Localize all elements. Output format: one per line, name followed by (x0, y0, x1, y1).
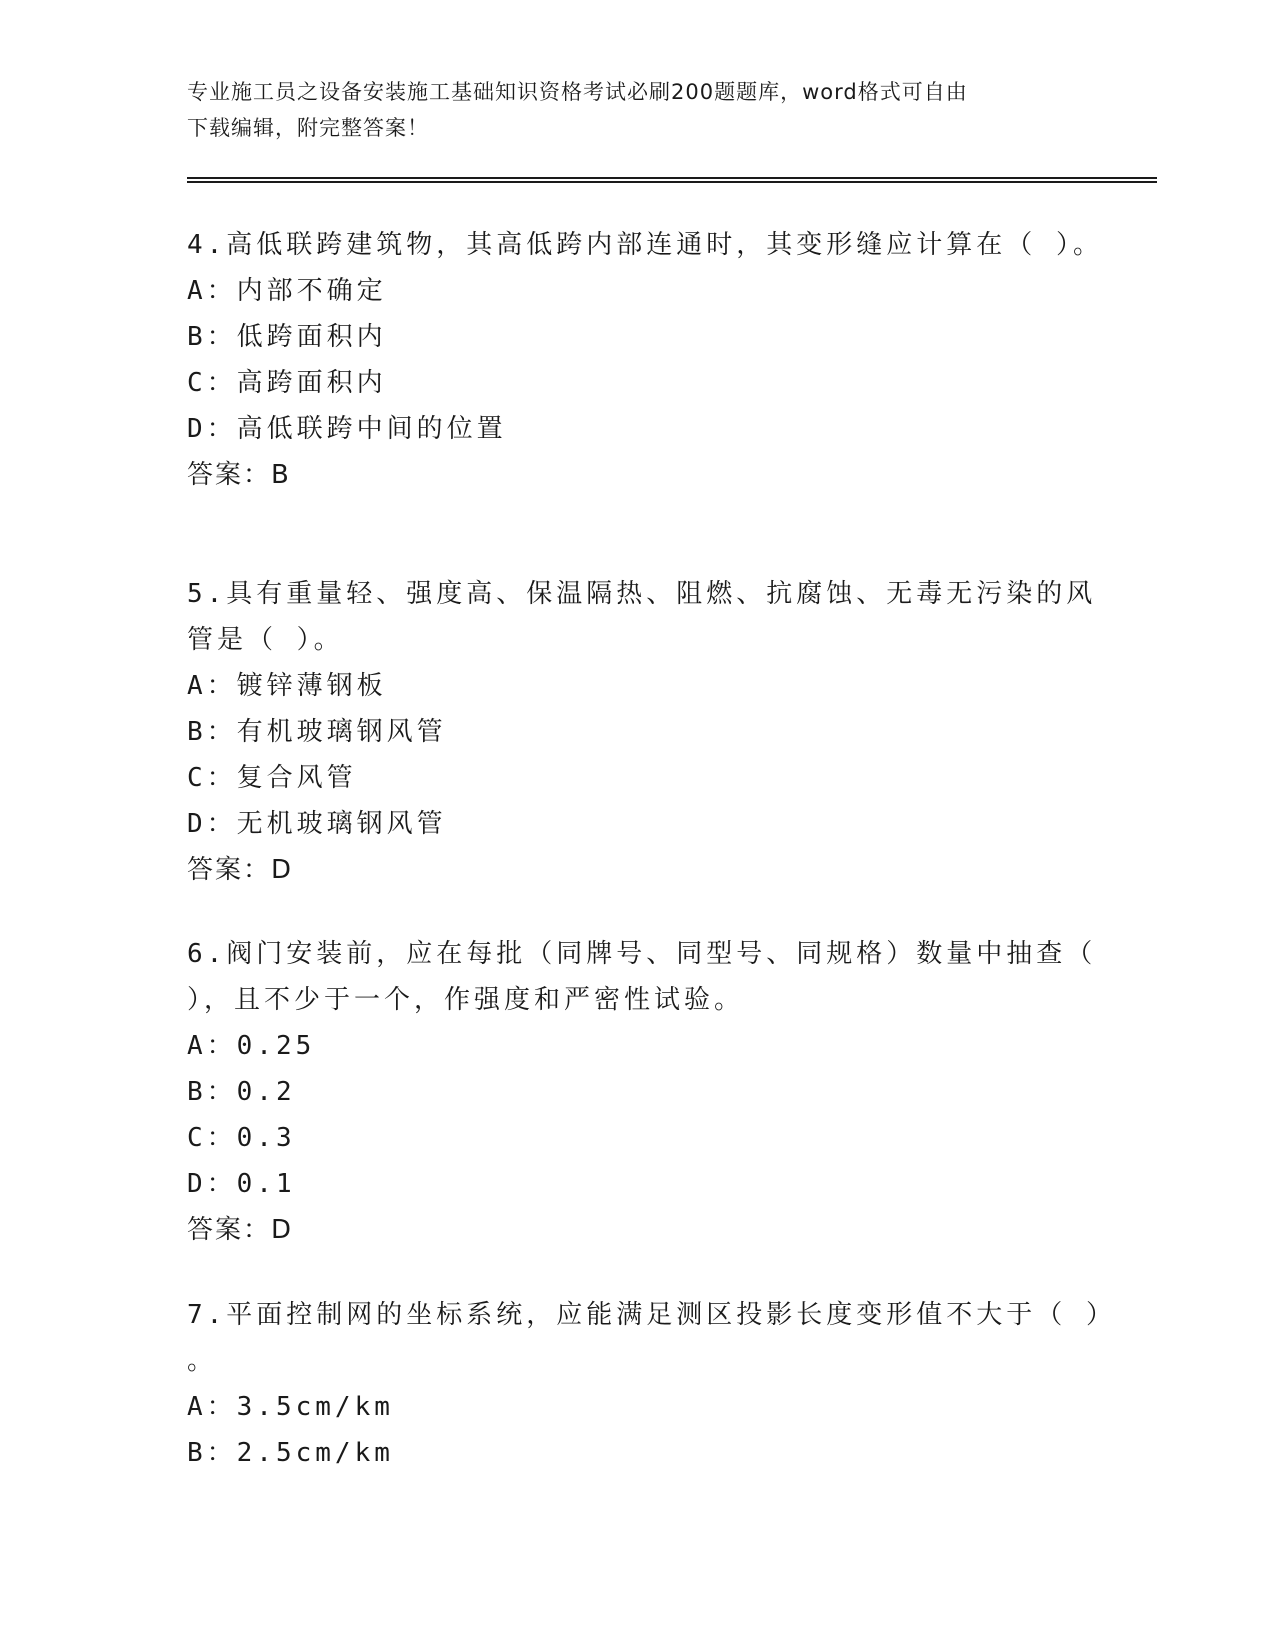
option-a: A：3.5cm/km (187, 1392, 394, 1422)
answer-label: 答案：B (187, 460, 291, 490)
option-b: B：2.5cm/km (187, 1438, 394, 1468)
question-6 (187, 931, 1097, 1253)
document-header (187, 74, 1087, 146)
option-a: A：镀锌薄钢板 (187, 671, 387, 701)
option-d: D：无机玻璃钢风管 (187, 809, 447, 839)
question-stem: 7.平面控制网的坐标系统，应能满足测区投影长度变形值不大于（ ） (187, 1300, 1116, 1330)
question-stem-cont: 。 (187, 1346, 218, 1376)
option-c: C：高跨面积内 (187, 368, 387, 398)
question-7 (187, 1292, 1116, 1476)
header-line-1: 专业施工员之设备安装施工基础知识资格考试必刷200题题库，word格式可自由 (187, 80, 968, 104)
option-b: B：低跨面积内 (187, 322, 387, 352)
option-a: A：内部不确定 (187, 276, 387, 306)
option-c: C：0.3 (187, 1123, 296, 1153)
option-b: B：有机玻璃钢风管 (187, 717, 447, 747)
question-4 (187, 222, 1103, 498)
question-stem-cont: ），且不少于一个，作强度和严密性试验。 (187, 985, 745, 1015)
question-stem: 6.阀门安装前，应在每批（同牌号、同型号、同规格）数量中抽查（ (187, 939, 1097, 969)
option-d: D：0.1 (187, 1169, 296, 1199)
answer-label: 答案：D (187, 855, 294, 885)
question-stem: 4.高低联跨建筑物，其高低跨内部连通时，其变形缝应计算在（ ）。 (187, 230, 1103, 260)
option-b: B：0.2 (187, 1077, 296, 1107)
header-divider (187, 177, 1157, 183)
option-c: C：复合风管 (187, 763, 357, 793)
option-a: A：0.25 (187, 1031, 316, 1061)
option-d: D：高低联跨中间的位置 (187, 414, 507, 444)
header-line-2: 下载编辑，附完整答案！ (187, 116, 429, 140)
question-stem-cont: 管是（ ）。 (187, 625, 344, 655)
answer-label: 答案：D (187, 1215, 294, 1245)
question-5 (187, 571, 1097, 893)
question-stem: 5.具有重量轻、强度高、保温隔热、阻燃、抗腐蚀、无毒无污染的风 (187, 579, 1097, 609)
